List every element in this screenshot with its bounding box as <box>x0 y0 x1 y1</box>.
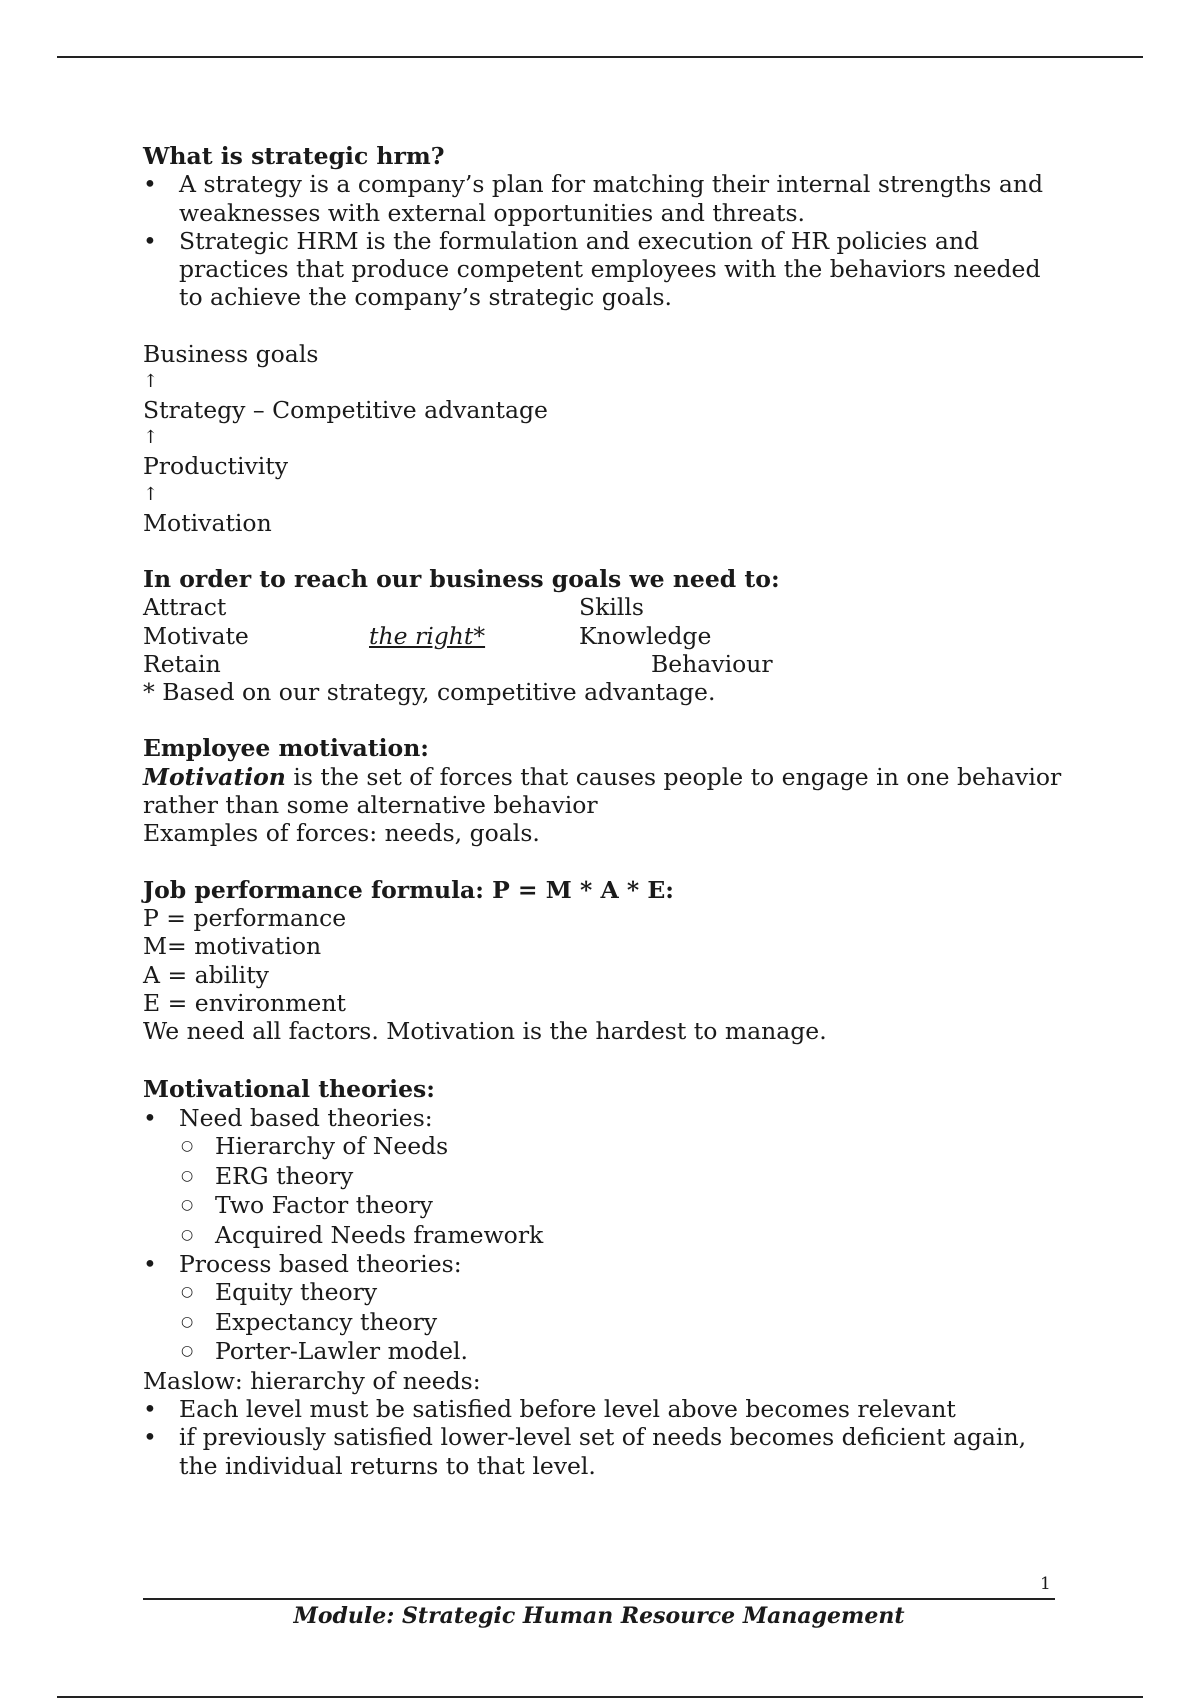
goal-the-right: the right* <box>369 621 486 650</box>
document-page <box>143 142 1063 1480</box>
motivation-definition-text: is the set of forces that causes people to engage in one behavior rather than some alternative behavior <box>143 762 1062 820</box>
motivation-definition <box>143 763 1063 820</box>
goal-motivate: Motivate <box>143 621 249 650</box>
process-theories-sublist <box>143 1278 1063 1367</box>
list-item: • Each level must be satisfied before level above becomes relevant <box>143 1395 1063 1423</box>
motivation-examples: Examples of forces: needs, goals. <box>143 819 540 848</box>
up-arrow-icon: ↑ <box>143 371 159 393</box>
list-item: ○ Equity theory <box>143 1278 1063 1308</box>
list-item: • A strategy is a company’s plan for matching their internal strengths and weaknesses with external opportunities and threats. <box>143 170 1063 227</box>
list-item: ○ Hierarchy of Needs <box>143 1132 1063 1162</box>
top-rule <box>57 56 1143 58</box>
list-item: • if previously satisfied lower-level set of needs becomes deficient again, the individual returns to that level. <box>143 1423 1063 1480</box>
list-item: • Strategic HRM is the formulation and execution of HR policies and practices that produce competent employees with the behaviors needed to achieve the company’s strategic goals. <box>143 227 1063 312</box>
heading-motivational-theories: Motivational theories: <box>143 1075 435 1104</box>
formula-line-e: E = environment <box>143 988 346 1017</box>
goal-skills: Skills <box>579 593 644 622</box>
chain-productivity: Productivity <box>143 452 289 481</box>
heading-employee-motivation: Employee motivation: <box>143 734 429 763</box>
goal-knowledge: Knowledge <box>579 621 712 650</box>
formula-line-p: P = performance <box>143 903 347 932</box>
formula-line-m: M= motivation <box>143 932 322 961</box>
intro-bullet-list <box>143 170 1063 311</box>
motivation-term: Motivation <box>143 762 286 791</box>
goals-row-1 <box>143 593 1063 621</box>
list-item: ○ ERG theory <box>143 1162 1063 1192</box>
list-item: ○ Expectancy theory <box>143 1308 1063 1338</box>
list-item-need-based: • Need based theories: <box>143 1104 1063 1132</box>
bottom-rule <box>57 1696 1143 1698</box>
chain-business-goals: Business goals <box>143 339 319 368</box>
goals-row-2 <box>143 622 1063 650</box>
goal-attract: Attract <box>143 593 227 622</box>
theories-list-2 <box>143 1250 1063 1278</box>
page-number: 1 <box>1040 1574 1051 1594</box>
list-item: ○ Porter-Lawler model. <box>143 1337 1063 1367</box>
list-item: ○ Two Factor theory <box>143 1191 1063 1221</box>
goals-footnote: * Based on our strategy, competitive advantage. <box>143 678 716 707</box>
chain-strategy: Strategy – Competitive advantage <box>143 396 548 425</box>
list-item: ○ Acquired Needs framework <box>143 1221 1063 1251</box>
goal-behaviour: Behaviour <box>651 649 773 678</box>
footer-module-title: Module: Strategic Human Resource Management <box>293 1603 905 1629</box>
goals-row-3 <box>143 650 1063 678</box>
footer-rule <box>143 1598 1055 1600</box>
heading-business-goals: In order to reach our business goals we need to: <box>143 564 780 593</box>
need-theories-sublist <box>143 1132 1063 1250</box>
up-arrow-icon: ↑ <box>143 483 159 505</box>
formula-note: We need all factors. Motivation is the hardest to manage. <box>143 1017 827 1046</box>
up-arrow-icon: ↑ <box>143 427 159 449</box>
goal-retain: Retain <box>143 649 221 678</box>
maslow-bullet-list <box>143 1395 1063 1480</box>
maslow-label: Maslow: hierarchy of needs: <box>143 1366 481 1395</box>
list-item-process-based: • Process based theories: <box>143 1250 1063 1278</box>
theories-list <box>143 1104 1063 1132</box>
heading-job-performance-formula: Job performance formula: P = M * A * E: <box>143 875 674 904</box>
heading-strategic-hrm: What is strategic hrm? <box>143 142 445 170</box>
formula-line-a: A = ability <box>143 960 269 989</box>
chain-motivation: Motivation <box>143 508 272 537</box>
